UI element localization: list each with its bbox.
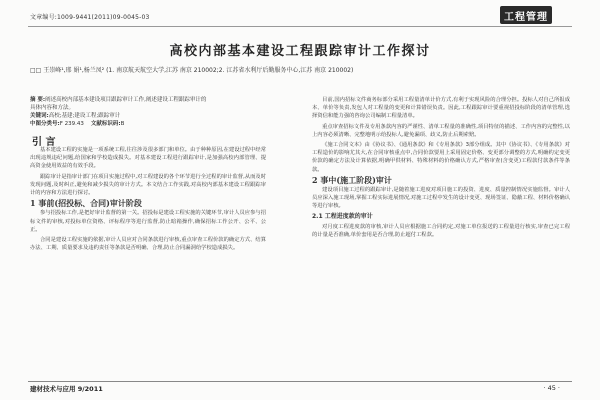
- right-column: [312, 96, 570, 241]
- doc-code-text: B: [120, 121, 125, 127]
- left-column: [30, 146, 266, 254]
- page-number: · 45 ·: [543, 384, 560, 392]
- abstract-block: [30, 96, 210, 128]
- section-1-paragraph-1: 参与招投标工作,是把好审计监督的第一关。招投标是建设工程实施的关键环节,审计人员应参与招标文件的审核,对投标单位资格、评标程序等进行监督,防止暗箱操作,确保招标工作公开、公平、公正。: [30, 210, 266, 233]
- abstract-classification: [30, 120, 210, 128]
- keywords-text: 高校;基建;建设工程;跟踪审计: [48, 113, 121, 119]
- journal-name: 建材技术与应用 9/2011: [30, 385, 103, 393]
- doc-code-label: 文献标识码:: [90, 121, 121, 127]
- article-number: 文章编号:1009-9441(2011)09-0045-03: [30, 14, 150, 21]
- intro-paragraph-2: 跟踪审计是指审计部门在项目实施过程中,对工程建设的各个环节进行全过程的审计监督,从而及时发现问题,及时纠正,避免和减少损失的审计方式。本文结合工作实践,对高校内部基本建设工程跟踪审计的内容和方法进行探讨。: [30, 173, 266, 197]
- footer-rule: [28, 381, 572, 382]
- section-1-paragraph-2: 合同是建设工程实施的依据,审计人员应对合同条款进行审核,重点审查工程价款的确定方式、结算办法、工期、质量要求及违约责任等条款是否明确、合理,防止合同漏洞给学校造成损失。: [30, 237, 266, 252]
- section-2-heading: 2 事中(施工阶段)审计: [312, 174, 392, 185]
- header-rule: [28, 26, 572, 27]
- intro-heading: 引 言: [32, 137, 56, 148]
- section-2-paragraph-1: 建设项目施工过程的跟踪审计,是随着施工进度对项目施工的投资、进度、质量控制情况实施监督。审计人员应深入施工现场,掌握工程实际进展情况,对施工过程中发生的设计变更、现场签证、隐蔽工程、材料价格确认等进行审核。: [312, 187, 570, 210]
- summary-text: 阐述高校内部基本建设项目跟踪审计工作,阐述建设工程跟踪审计的具体内容和方法。: [30, 97, 207, 111]
- clc-label: 中图分类号:: [30, 121, 60, 127]
- clc-text: F 239.43: [59, 121, 84, 127]
- section-2-1-paragraph: 对月度工程进度款的审核,审计人员应根据施工合同约定,对施工单位报送的工程量进行核实,审查已完工程的计量是否准确,单价套用是否合理,防止超付工程款。: [312, 223, 570, 239]
- abstract-summary: [30, 96, 210, 112]
- right-paragraph-1: 目前,国内招标文件商务标部分采用工程量清单计价方式,有利于实现风险的合理分担。投标人对自己所报成本、单价等负责,发包人对工程量的变更和计算错误负责。因此,工程跟踪审计要重视招投标阶段的清单管理,选择资信和能力强的咨询公司编制工程量清单。: [312, 97, 570, 120]
- keywords-label: 关键词:: [30, 113, 49, 119]
- right-paragraph-2: 重点审查招标文件及专用条款内容的严谨性、清单工程量的准确性,项目特征的描述、工作内容的完整性,以上内容必须清晰、完整地明示给投标人,避免漏项、歧义,防止后期索赔。: [312, 123, 570, 138]
- abstract-keywords: [30, 112, 210, 120]
- article-title: 高校内部基本建设工程跟踪审计工作探讨: [169, 44, 431, 59]
- author-line: □□ 王崇峰¹,邢 娟¹,杨兰凤² (1. 南京航天航空大学,江苏 南京 210002;2. 江苏省水利厅后勤服务中心,江苏 南京 210002): [30, 67, 354, 74]
- intro-paragraph-1: 基本建设工程的实施是一项系统工程,往往涉及很多部门和单位。由于种种原因,在建设过程中经常出现违规违纪问题,给国家和学校造成损失。对基本建设工程进行跟踪审计,是加强高校内部管理、提高资金使用效益的有效手段。: [30, 147, 266, 170]
- contract-note: 《施工合同文本》由《协议书》、《通用条款》和《专用条款》3部分组成。其中《协议书》、《专用条款》对工程造价的影响尤其大,在合同审核重点中,合同价款要用上采用固定价格、变更部分调整的方式,明确约定变更价款的确定方法及计算依据,明确甲供材料、特殊材料的价格确认方式,严格审查(含变更)工程款付款条件等条款。: [312, 142, 570, 173]
- summary-label: 摘 要:: [30, 97, 46, 103]
- section-1-heading: 1 事前(招投标、合同)审计阶段: [30, 198, 142, 209]
- section-2-1-heading: 2.1 工程进度款的审计: [312, 212, 373, 220]
- section-banner: 工程管理: [500, 6, 552, 24]
